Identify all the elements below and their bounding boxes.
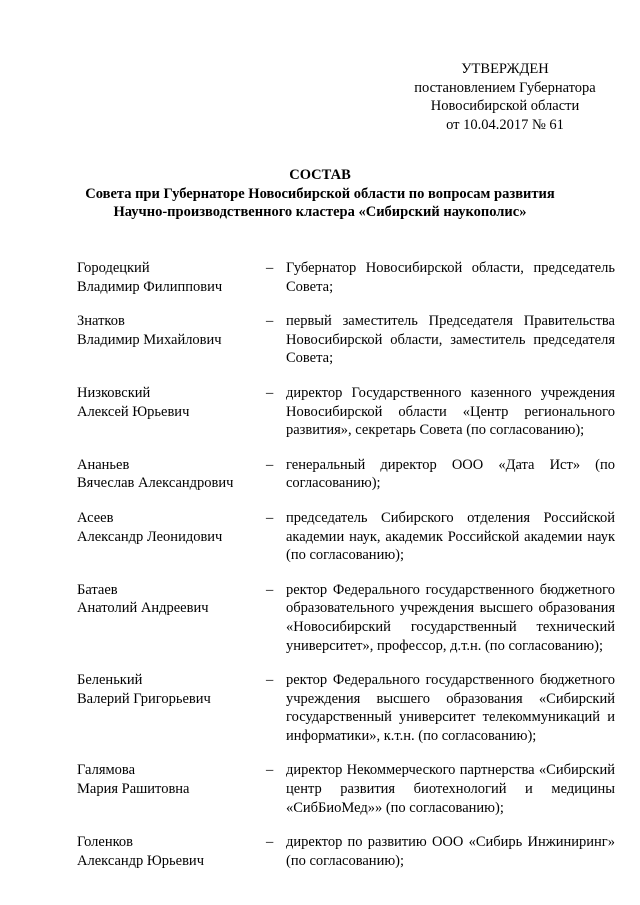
member-dash: –	[266, 509, 274, 526]
member-dash: –	[266, 384, 274, 401]
approval-title: УТВЕРЖДЕН	[461, 61, 549, 77]
member-name	[77, 509, 257, 546]
member-role: директор Некоммерческого партнерства «Сибирский центр развития биотехнологий и медицины «СибБиоМед»» (по согласованию);	[286, 762, 615, 816]
member-role: ректор Федерального государственного бюджетного учреждения высшего образования «Сибирский государственный университет телекоммуникаций и информатики», к.т.н. (по согласованию);	[286, 672, 615, 744]
member-surname: Низковский	[77, 384, 151, 401]
member-surname: Знатков	[77, 313, 125, 330]
member-entry	[77, 671, 615, 745]
member-given-names: Владимир Михайлович	[77, 331, 222, 348]
document-subtitle-line2: Научно-производственного кластера «Сибирский наукополис»	[113, 204, 527, 220]
member-surname: Галямова	[77, 762, 136, 779]
member-given-names: Валерий Григорьевич	[77, 690, 211, 707]
member-surname: Ананьев	[77, 456, 130, 473]
member-role: Губернатор Новосибирской области, председатель Совета;	[286, 260, 615, 295]
member-dash: –	[266, 581, 274, 598]
member-name	[77, 384, 257, 421]
member-surname: Батаев	[77, 581, 118, 598]
approval-date: от 10.04.2017 № 61	[446, 116, 564, 133]
member-given-names: Анатолий Андреевич	[77, 600, 209, 617]
document-title: СОСТАВ	[289, 167, 351, 183]
member-dash: –	[266, 260, 274, 276]
member-given-names: Александр Юрьевич	[77, 852, 204, 869]
member-list	[77, 259, 615, 886]
member-dash: –	[266, 762, 274, 779]
member-given-names: Александр Леонидович	[77, 528, 223, 545]
member-dash: –	[266, 834, 274, 851]
approval-region: Новосибирской области	[430, 98, 580, 114]
member-dash: –	[266, 672, 274, 689]
member-name	[77, 456, 257, 493]
member-name	[77, 312, 257, 349]
member-dash: –	[266, 313, 274, 330]
member-role: председатель Сибирского отделения Российской академии наук, академик Российской академии наук (по согласованию);	[286, 509, 615, 564]
member-role: генеральный директор ООО «Дата Ист» (по согласованию);	[286, 456, 615, 492]
member-given-names: Мария Рашитовна	[77, 781, 190, 798]
member-name	[77, 761, 257, 798]
member-entry	[77, 509, 615, 565]
member-name	[77, 581, 257, 618]
member-name	[77, 259, 257, 296]
member-entry	[77, 259, 615, 296]
member-role: директор по развитию ООО «Сибирь Инжиниринг» (по согласованию);	[286, 834, 615, 869]
member-surname: Асеев	[77, 509, 114, 526]
document-heading	[60, 166, 580, 222]
member-given-names: Вячеслав Александрович	[77, 475, 234, 492]
member-entry	[77, 384, 615, 440]
member-role: первый заместитель Председателя Правительства Новосибирской области, заместитель председателя Совета;	[286, 313, 615, 367]
member-given-names: Владимир Филиппович	[77, 278, 223, 295]
approval-decree: постановлением Губернатора	[414, 79, 596, 96]
member-entry	[77, 581, 615, 655]
member-entry	[77, 456, 615, 493]
member-name	[77, 833, 257, 870]
member-role: директор Государственного казенного учреждения Новосибирской области «Центр регионального развития», секретарь Совета (по согласованию);	[286, 384, 615, 439]
member-name	[77, 671, 257, 708]
document-subtitle-line1: Совета при Губернаторе Новосибирской области по вопросам развития	[85, 185, 555, 202]
member-surname: Городецкий	[77, 260, 150, 276]
member-given-names: Алексей Юрьевич	[77, 403, 190, 420]
member-entry	[77, 833, 615, 870]
member-dash: –	[266, 456, 274, 473]
approval-block	[380, 60, 630, 134]
member-surname: Голенков	[77, 834, 134, 851]
member-role: ректор Федерального государственного бюджетного образовательного учреждения высшего образования «Новосибирский государственный технический университет», профессор, д.т.н. (по согласованию);	[286, 581, 615, 654]
member-surname: Беленький	[77, 672, 143, 689]
member-entry	[77, 761, 615, 817]
member-entry	[77, 312, 615, 368]
